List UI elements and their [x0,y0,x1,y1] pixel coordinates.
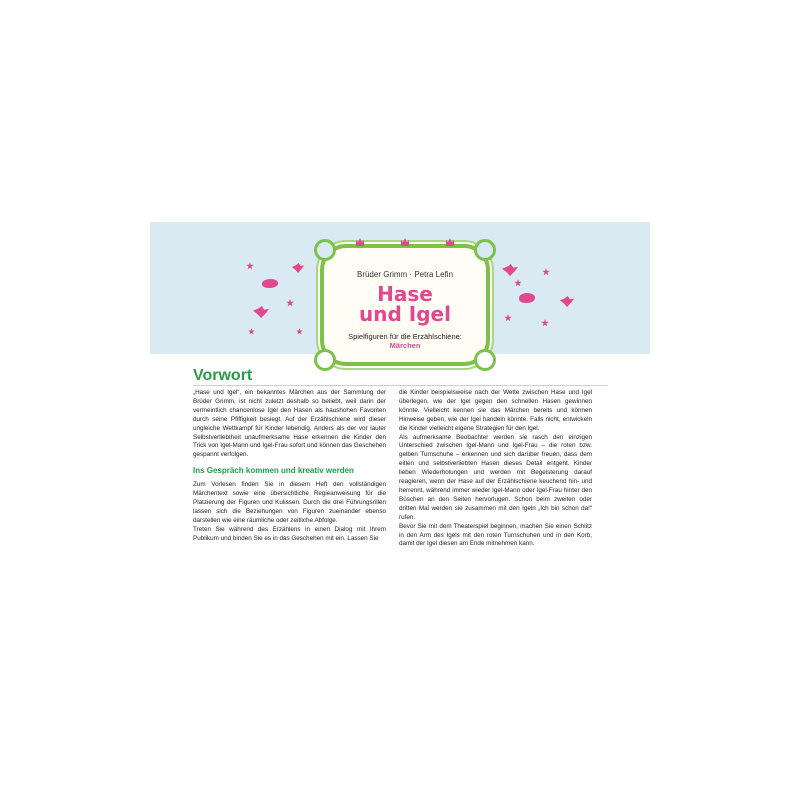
title-frame [320,244,490,366]
subtitle: Spielfiguren für die Erzählschiene: [348,332,462,341]
text-column-left [193,389,386,544]
authors: Brüder Grimm · Petra Lefin [356,270,454,279]
blob-icon [519,293,535,303]
paragraph: „Hase und Igel“, ein bekanntes Märchen aus der Sammlung der Brüder Grimm, ist nicht zuletzt deshalb so beliebt, weil darin der vermeintlich chancenlose Igel den Hasen als haushohen Favoriten durch seine Pfiffigkeit besiegt. Auf der Erzählschiene wird dieser ungleiche Wettkampf für Kinder lebendig. Anders als der vor lauter Selbstverliebtheit unaufmerksame Hase erkennen die Kinder den Trick von Igel-Mann und Igel-Frau sofort und können das Geschehen gespannt verfolgen. [193,389,386,459]
paragraph: Als aufmerksame Beobachter werden sie rasch den einzigen Unterschied zwischen Igel-Mann und Igel-Frau – die roten bzw. gelben Turnschuhe – erkennen und sich darüber freuen, dass dem eitlen und selbstverliebten Hasen dieses Detail entgeht. Kinder lieben Wiederholungen und werden mit Begeisterung darauf reagieren, wenn der Hase auf der Erzählschiene keuchend hin- und herrennt, während immer wieder Igel-Mann oder Igel-Frau hinter den Büschen an den Seiten hervorlugen. Schon beim zweiten oder dritten Mal werden sie zusammen mit den Igeln „Ich bin schon da!“ rufen. [399,433,592,521]
paragraph: Treten Sie während des Erzählens in einen Dialog mit Ihrem Publikum und binden Sie es in das Geschehen mit ein. Lassen Sie [193,525,386,542]
paragraph: Bevor Sie mit dem Theaterspiel beginnen, machen Sie einen Schlitz in den Arm des Igels mit den roten Turnschuhen und in den Korb, damit der Igel diesen am Ende mitnehmen kann. [399,522,592,548]
title-line-1: Hase [377,282,433,306]
blob-icon [262,279,278,288]
subheading: Ins Gespräch kommen und kreativ werden [193,466,354,476]
frame-curl [474,239,496,261]
title-line-2: und Igel [359,302,451,326]
frame-curl [474,349,496,371]
frame-curl [314,349,336,371]
section-heading: Vorwort [193,367,253,384]
subtitle-series: Märchen [389,341,421,350]
paragraph: die Kinder beispielsweise nach der Wette zwischen Hase und Igel überlegen, wie der Igel gegen den schnellen Hasen gewinnen könnte. Vielleicht kennen sie das Märchen bereits und können Hinweise geben, wie der Igel handeln könnte. Falls nicht, entwickeln die Kinder vielleicht eigene Strategien für den Igel. [399,389,592,432]
text-column-right [399,389,592,549]
frame-curl [314,239,336,261]
divider [193,385,608,386]
paragraph: Zum Vorlesen finden Sie in diesem Heft den vollständigen Märchentext sowie eine übersichtliche Regieanweisung für die Platzierung der Figuren und Kulissen. Durch die drei Führungsrillen lassen sich die Beziehungen von Figuren zueinander ebenso darstellen wie eine räumliche oder zeitliche Abfolge. [193,481,386,524]
book-title [324,284,486,324]
